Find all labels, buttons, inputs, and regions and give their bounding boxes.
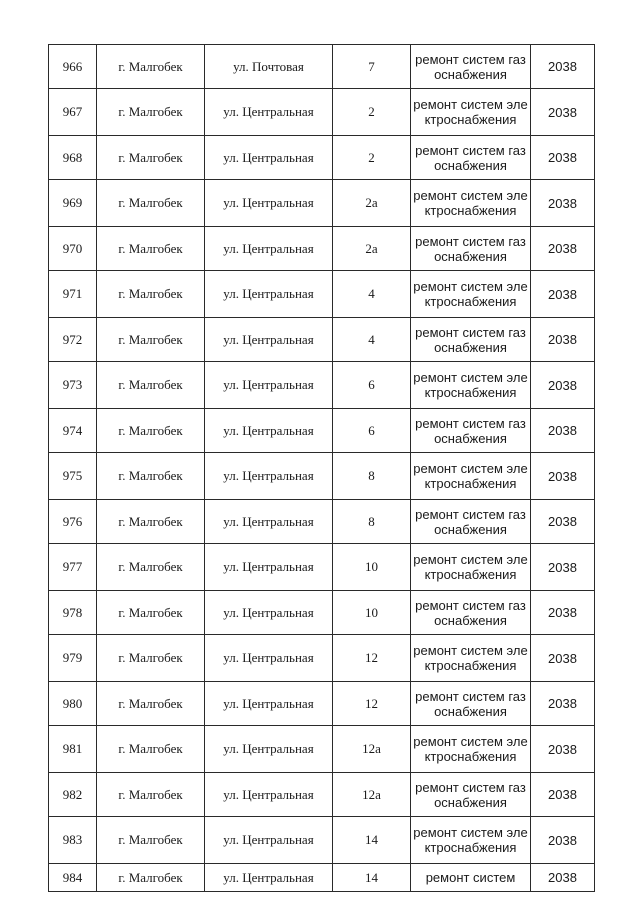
house-number-cell: 14: [333, 864, 411, 892]
city-cell: г. Малгобек: [97, 817, 205, 864]
work-type-cell: ремонт систем газоснабжения: [411, 500, 531, 544]
street-cell: ул. Центральная: [205, 318, 333, 362]
table-row: [49, 591, 595, 635]
city-cell: г. Малгобек: [97, 362, 205, 409]
city-cell: г. Малгобек: [97, 864, 205, 892]
city-cell: г. Малгобек: [97, 682, 205, 726]
street-cell: ул. Центральная: [205, 362, 333, 409]
house-number-cell: 10: [333, 544, 411, 591]
street-cell: ул. Центральная: [205, 136, 333, 180]
table-row: [49, 726, 595, 773]
year-cell: 2038: [531, 682, 595, 726]
city-cell: г. Малгобек: [97, 45, 205, 89]
year-cell: 2038: [531, 227, 595, 271]
work-type-cell: ремонт систем электроснабжения: [411, 453, 531, 500]
street-cell: ул. Почтовая: [205, 45, 333, 89]
row-number-cell: 966: [49, 45, 97, 89]
city-cell: г. Малгобек: [97, 136, 205, 180]
row-number-cell: 980: [49, 682, 97, 726]
year-cell: 2038: [531, 45, 595, 89]
row-number-cell: 970: [49, 227, 97, 271]
work-type-cell: ремонт систем газоснабжения: [411, 45, 531, 89]
street-cell: ул. Центральная: [205, 864, 333, 892]
table-row: [49, 180, 595, 227]
year-cell: 2038: [531, 318, 595, 362]
row-number-cell: 976: [49, 500, 97, 544]
work-type-cell: ремонт систем: [411, 864, 531, 892]
year-cell: 2038: [531, 817, 595, 864]
row-number-cell: 971: [49, 271, 97, 318]
year-cell: 2038: [531, 726, 595, 773]
year-cell: 2038: [531, 362, 595, 409]
work-type-cell: ремонт систем газоснабжения: [411, 318, 531, 362]
year-cell: 2038: [531, 89, 595, 136]
street-cell: ул. Центральная: [205, 500, 333, 544]
house-number-cell: 2: [333, 89, 411, 136]
year-cell: 2038: [531, 136, 595, 180]
street-cell: ул. Центральная: [205, 409, 333, 453]
city-cell: г. Малгобек: [97, 500, 205, 544]
work-type-cell: ремонт систем электроснабжения: [411, 89, 531, 136]
street-cell: ул. Центральная: [205, 89, 333, 136]
city-cell: г. Малгобек: [97, 89, 205, 136]
city-cell: г. Малгобек: [97, 773, 205, 817]
house-number-cell: 14: [333, 817, 411, 864]
city-cell: г. Малгобек: [97, 544, 205, 591]
year-cell: 2038: [531, 409, 595, 453]
work-type-cell: ремонт систем электроснабжения: [411, 544, 531, 591]
table-row: [49, 817, 595, 864]
row-number-cell: 969: [49, 180, 97, 227]
work-type-cell: ремонт систем электроснабжения: [411, 635, 531, 682]
work-type-cell: ремонт систем электроснабжения: [411, 726, 531, 773]
work-type-cell: ремонт систем газоснабжения: [411, 773, 531, 817]
house-number-cell: 2: [333, 136, 411, 180]
year-cell: 2038: [531, 271, 595, 318]
row-number-cell: 975: [49, 453, 97, 500]
year-cell: 2038: [531, 773, 595, 817]
year-cell: 2038: [531, 180, 595, 227]
city-cell: г. Малгобек: [97, 318, 205, 362]
row-number-cell: 968: [49, 136, 97, 180]
street-cell: ул. Центральная: [205, 271, 333, 318]
row-number-cell: 977: [49, 544, 97, 591]
street-cell: ул. Центральная: [205, 635, 333, 682]
work-type-cell: ремонт систем газоснабжения: [411, 591, 531, 635]
street-cell: ул. Центральная: [205, 180, 333, 227]
row-number-cell: 973: [49, 362, 97, 409]
house-number-cell: 12а: [333, 773, 411, 817]
table-row: [49, 682, 595, 726]
city-cell: г. Малгобек: [97, 591, 205, 635]
work-type-cell: ремонт систем газоснабжения: [411, 227, 531, 271]
house-number-cell: 4: [333, 271, 411, 318]
year-cell: 2038: [531, 544, 595, 591]
street-cell: ул. Центральная: [205, 726, 333, 773]
work-type-cell: ремонт систем электроснабжения: [411, 271, 531, 318]
table-row: [49, 271, 595, 318]
house-number-cell: 8: [333, 500, 411, 544]
row-number-cell: 979: [49, 635, 97, 682]
row-number-cell: 981: [49, 726, 97, 773]
house-number-cell: 6: [333, 409, 411, 453]
row-number-cell: 984: [49, 864, 97, 892]
repair-schedule-table: [48, 44, 595, 892]
row-number-cell: 967: [49, 89, 97, 136]
table-row: [49, 864, 595, 892]
house-number-cell: 6: [333, 362, 411, 409]
table-body: [49, 45, 595, 892]
house-number-cell: 2а: [333, 180, 411, 227]
table-row: [49, 773, 595, 817]
work-type-cell: ремонт систем электроснабжения: [411, 180, 531, 227]
city-cell: г. Малгобек: [97, 180, 205, 227]
house-number-cell: 8: [333, 453, 411, 500]
year-cell: 2038: [531, 635, 595, 682]
work-type-cell: ремонт систем газоснабжения: [411, 409, 531, 453]
document-page: [48, 44, 594, 892]
table-row: [49, 500, 595, 544]
row-number-cell: 972: [49, 318, 97, 362]
house-number-cell: 2а: [333, 227, 411, 271]
work-type-cell: ремонт систем газоснабжения: [411, 682, 531, 726]
row-number-cell: 974: [49, 409, 97, 453]
table-row: [49, 409, 595, 453]
house-number-cell: 12: [333, 635, 411, 682]
city-cell: г. Малгобек: [97, 635, 205, 682]
row-number-cell: 978: [49, 591, 97, 635]
work-type-cell: ремонт систем газоснабжения: [411, 136, 531, 180]
year-cell: 2038: [531, 453, 595, 500]
house-number-cell: 12: [333, 682, 411, 726]
house-number-cell: 7: [333, 45, 411, 89]
year-cell: 2038: [531, 591, 595, 635]
table-row: [49, 362, 595, 409]
street-cell: ул. Центральная: [205, 227, 333, 271]
table-row: [49, 89, 595, 136]
row-number-cell: 982: [49, 773, 97, 817]
street-cell: ул. Центральная: [205, 817, 333, 864]
year-cell: 2038: [531, 500, 595, 544]
street-cell: ул. Центральная: [205, 453, 333, 500]
table-row: [49, 453, 595, 500]
city-cell: г. Малгобек: [97, 271, 205, 318]
house-number-cell: 12а: [333, 726, 411, 773]
house-number-cell: 10: [333, 591, 411, 635]
house-number-cell: 4: [333, 318, 411, 362]
year-cell: 2038: [531, 864, 595, 892]
street-cell: ул. Центральная: [205, 544, 333, 591]
city-cell: г. Малгобек: [97, 227, 205, 271]
table-row: [49, 136, 595, 180]
table-row: [49, 45, 595, 89]
city-cell: г. Малгобек: [97, 409, 205, 453]
work-type-cell: ремонт систем электроснабжения: [411, 817, 531, 864]
city-cell: г. Малгобек: [97, 726, 205, 773]
street-cell: ул. Центральная: [205, 682, 333, 726]
city-cell: г. Малгобек: [97, 453, 205, 500]
table-row: [49, 544, 595, 591]
table-row: [49, 635, 595, 682]
street-cell: ул. Центральная: [205, 591, 333, 635]
work-type-cell: ремонт систем электроснабжения: [411, 362, 531, 409]
street-cell: ул. Центральная: [205, 773, 333, 817]
table-row: [49, 318, 595, 362]
table-row: [49, 227, 595, 271]
row-number-cell: 983: [49, 817, 97, 864]
